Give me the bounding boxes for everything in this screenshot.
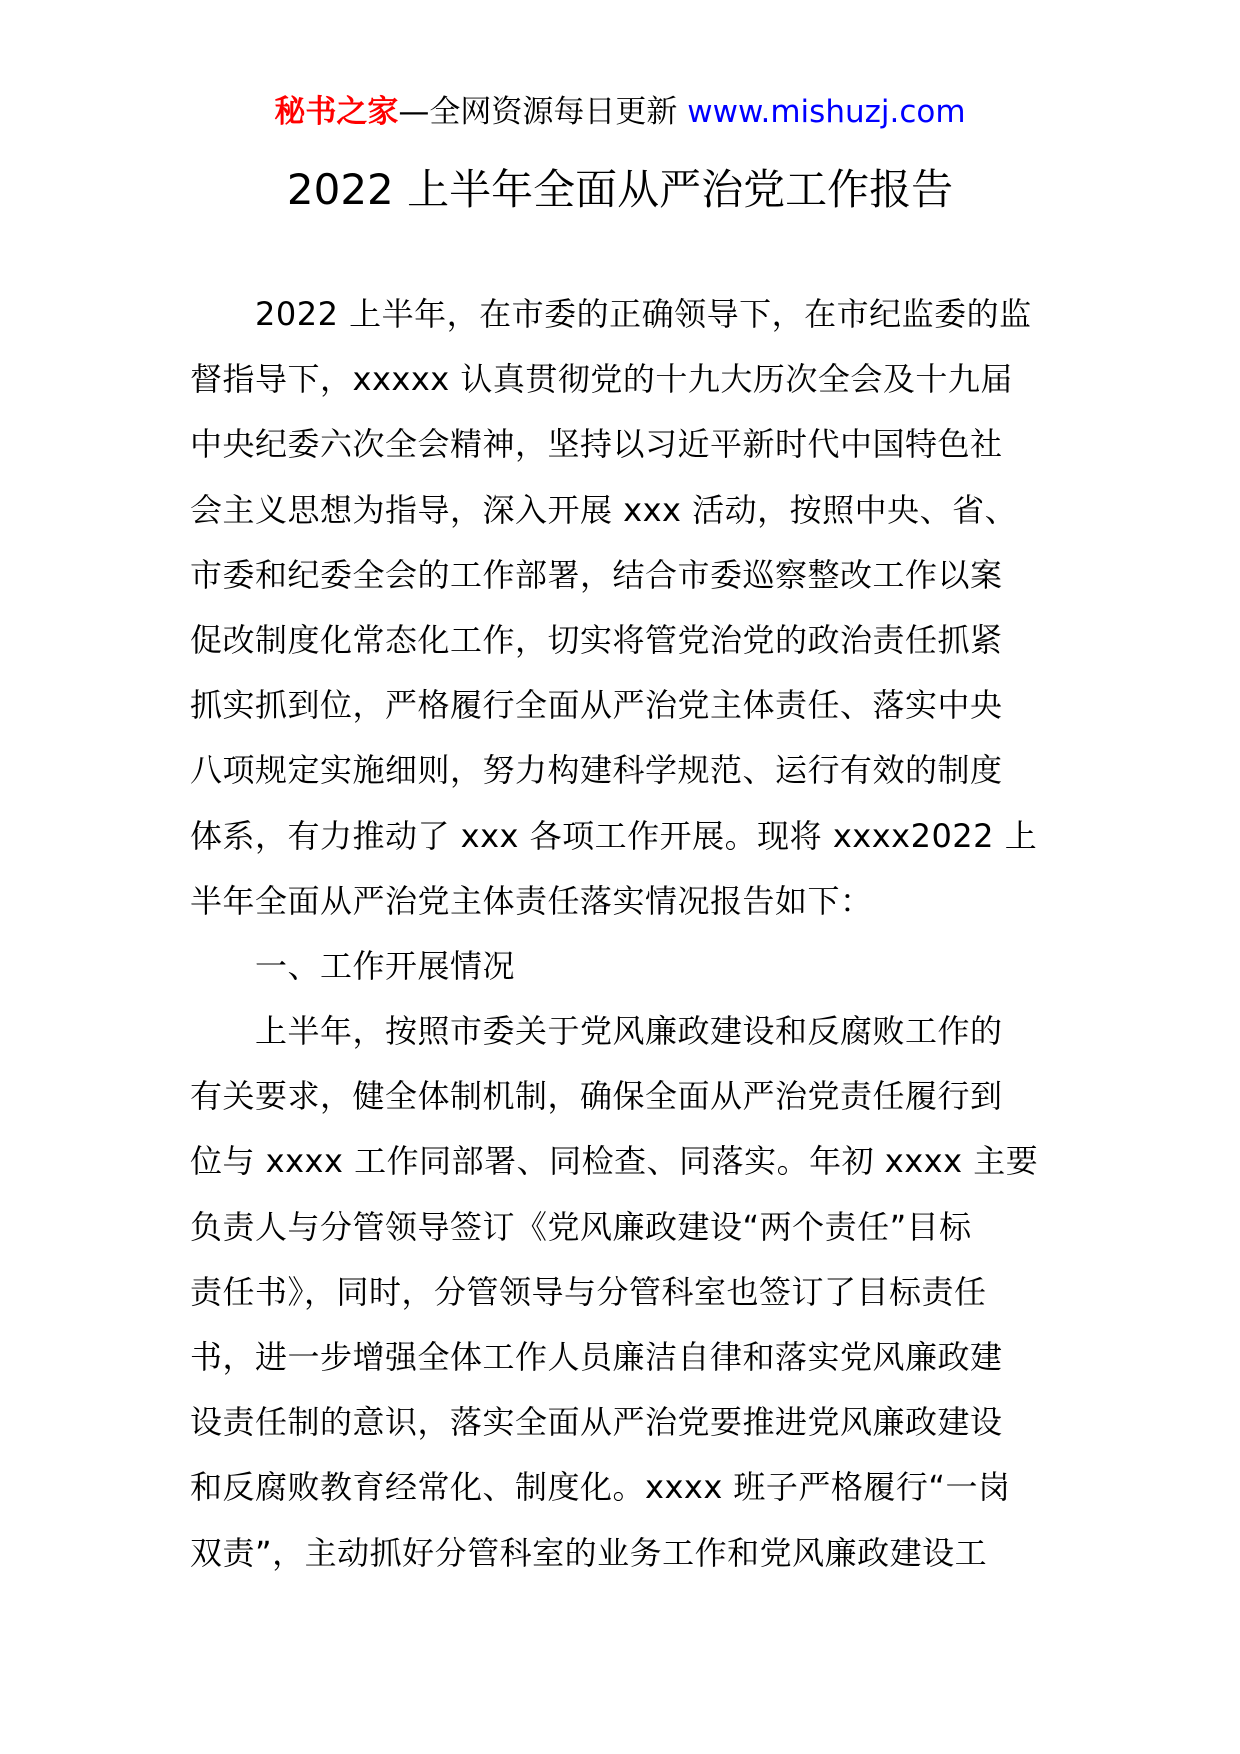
paragraph-line: 2022 上半年，在市委的正确领导下，在市纪监委的监: [255, 295, 1032, 333]
paragraph-line: 体系，有力推动了 xxx 各项工作开展。现将 xxxx2022 上: [190, 816, 1038, 855]
paragraph-line: 责任书》，同时，分管领导与分管科室也签订了目标责任: [190, 1272, 987, 1311]
paragraph-line: 督指导下，xxxxx 认真贯彻党的十九大历次全会及十九届: [190, 360, 1013, 399]
site-header: [0, 92, 1240, 132]
paragraph-line: 会主义思想为指导，深入开展 xxx 活动，按照中央、省、: [190, 490, 1018, 529]
paragraph-line: 设责任制的意识，落实全面从严治党要推进党风廉政建设: [190, 1403, 1003, 1442]
paragraph-line: 有关要求，健全体制机制，确保全面从严治党责任履行到: [190, 1077, 1003, 1116]
section-heading: 一、工作开展情况: [255, 946, 516, 985]
paragraph-line: 负责人与分管领导签订《党风廉政建设“两个责任”目标: [190, 1207, 972, 1246]
paragraph-line: 书，进一步增强全体工作人员廉洁自律和落实党风廉政建: [190, 1338, 1003, 1376]
paragraph-line: 八项规定实施细则，努力构建科学规范、运行有效的制度: [190, 751, 1003, 790]
site-brand: 秘书之家: [274, 94, 399, 130]
paragraph-line: 市委和纪委全会的工作部署，结合市委巡察整改工作以案: [190, 555, 1003, 594]
paragraph-line: 双责”，主动抓好分管科室的业务工作和党风廉政建设工: [190, 1533, 988, 1572]
paragraph-line: 位与 xxxx 工作同部署、同检查、同落实。年初 xxxx 主要: [190, 1142, 1039, 1181]
paragraph-line: 上半年，按照市委关于党风廉政建设和反腐败工作的: [255, 1012, 1003, 1051]
document-body: [190, 282, 1050, 1586]
paragraph-line: 促改制度化常态化工作，切实将管党治党的政治责任抓紧: [190, 620, 1003, 659]
document-title: 2022 上半年全面从严治党工作报告: [286, 165, 954, 214]
paragraph-line: 抓实抓到位，严格履行全面从严治党主体责任、落实中央: [190, 686, 1003, 725]
site-slogan: —全网资源每日更新: [398, 94, 688, 130]
paragraph-line: 半年全面从严治党主体责任落实情况报告如下：: [190, 881, 873, 920]
paragraph-line: 中央纪委六次全会精神，坚持以习近平新时代中国特色社: [190, 425, 1003, 464]
paragraph-line: 和反腐败教育经常化、制度化。xxxx 班子严格履行“一岗: [190, 1468, 1011, 1507]
site-url-link[interactable]: www.mishuzj.com: [687, 94, 966, 130]
